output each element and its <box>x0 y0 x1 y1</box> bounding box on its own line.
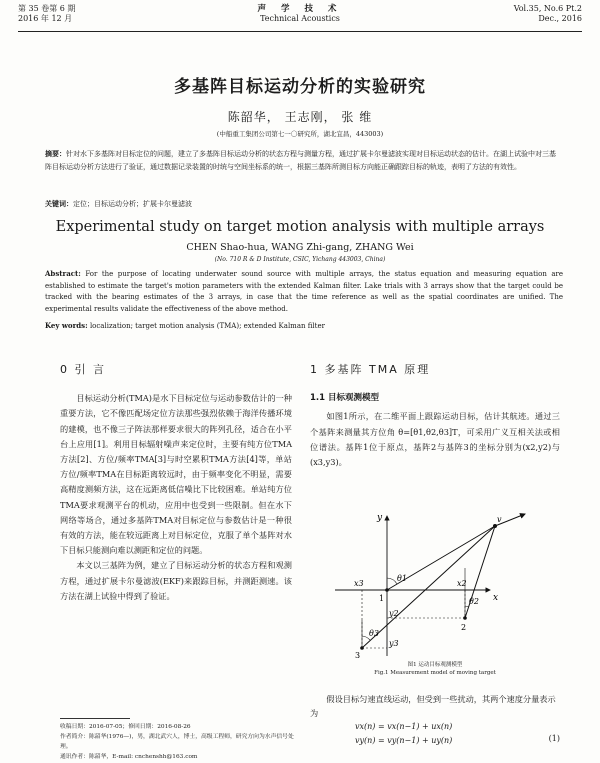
footnotes <box>60 722 300 762</box>
keywords-en-label: Key words: <box>45 321 88 330</box>
label-theta1: θ1 <box>397 574 407 583</box>
abstract-en <box>45 268 563 315</box>
affiliation-cn: (中船重工集团公司第七一〇研究所，湖北宜昌，443003) <box>216 130 384 138</box>
figure-1-caption-en: Fig.1 Measurement model of moving target <box>374 669 496 676</box>
figure-1-caption <box>310 662 560 677</box>
label-x-axis: x <box>493 593 499 603</box>
array-3-node <box>360 646 364 650</box>
abstract-cn-label: 摘要： <box>45 149 66 158</box>
right-column <box>310 362 560 470</box>
keywords-en-text: localization; target motion analysis (TMA); extended Kalman filter <box>89 322 325 330</box>
authors-cn: 陈韶华， 王志刚， 张 维 <box>227 110 373 124</box>
running-header <box>18 4 582 32</box>
section-0-heading: 0 引 言 <box>60 363 106 376</box>
abstract-en-label: Abstract: <box>45 269 81 278</box>
keywords-cn-label: 关键词： <box>45 199 73 208</box>
subsection-1-1-heading: 1.1 目标观测模型 <box>310 393 380 404</box>
label-theta3: θ3 <box>369 629 379 638</box>
keywords-cn <box>45 199 560 209</box>
section-0-paragraph-1: 目标运动分析(TMA)是水下目标定位与运动参数估计的一种重要方法，它不像匹配场定位方法那些强烈依赖于海洋传播环境的建模，也不像三子阵法那样要求很大的阵列孔径，适合在小平台上应用[1]。利用目标辐射噪声来定位时，主要有纯方位TMA方法[2]、方位/频率TMA[3]与时空累积TMA方法[4]等，单站方位/频率TMA在目标距离较远时，由于频率变化不明显，需要高精度测频方法，这在远距离低信噪比下比较困难。单站纯方位TMA要求观测平台的机动，应用中也受到一些限制。但在水下网络等场合，通过多基阵TMA对目标定位与参数估计是一种很有效的方法，能在较远距离上对目标定位，克服了单个基阵对水下目标只能测向难以测距和定位的问题。 <box>60 393 292 556</box>
abstract-en-text: For the purpose of locating underwater sound source with multiple arrays, the status equation and measuring equation are established to estimate the target's motion parameters with the extended Kalman filter. Lake trials with 3 arrays show that the target could be tracked with the bearing estimates of the 3 arrays, in case that the time reference as well as the spatial coordinates are unified. The experimental results validate the effectiveness of the above method. <box>45 270 563 313</box>
journal-name-cn: 声 学 技 术 <box>257 4 343 14</box>
header-volume: 第 35 卷第 6 期 <box>18 4 76 13</box>
affiliation-en: (No. 710 R & D Institute, CSIC, Yichang 443003, China) <box>214 256 386 263</box>
header-date-en: Dec., 2016 <box>538 14 582 23</box>
figure-1-diagram <box>325 508 550 660</box>
footnote-rule <box>60 718 130 719</box>
header-right <box>514 4 582 24</box>
label-array-2: 2 <box>461 623 467 632</box>
abstract-cn <box>45 148 560 173</box>
equation-1-number: (1) <box>548 734 560 743</box>
label-origin: 1 <box>379 594 385 603</box>
authors-en: CHEN Shao-hua, WANG Zhi-gang, ZHANG Wei <box>186 242 414 253</box>
section-0-paragraph-2: 本文以三基阵为例，建立了目标运动分析的状态方程和观测方程，通过扩展卡尔曼滤波(EKF)来跟踪目标，并测距测速。该方法在湖上试验中得到了验证。 <box>60 560 292 601</box>
footnote-received: 收稿日期：2016-07-05；修回日期：2016-08-26 <box>60 724 191 730</box>
header-center <box>18 4 582 24</box>
equation-1 <box>355 720 555 748</box>
footnote-author: 作者简介：陈韶华(1976—)，男，湖北武穴人，博士，高级工程师，研究方向为水声信号处理。 <box>60 734 294 750</box>
abstract-cn-text: 针对水下多基阵对目标定位的问题，建立了多基阵目标运动分析的状态方程与测量方程，通过扩展卡尔曼滤波实现对目标运动状态的估计。在湖上试验中对三基阵目标运动分析方法进行了验证，通过数据记录装置的时统与空间坐标系的统一，根据三基阵所测目标方向能正确跟踪目标的轨迹，表明了方法的有效性。 <box>45 150 556 171</box>
paper-title-cn: 多基阵目标运动分析的实验研究 <box>174 77 426 97</box>
section-1-heading: 1 多基阵 TMA 原理 <box>310 363 431 376</box>
equation-1-line-1: vx(n) = vx(n−1) + ux(n) <box>355 722 453 731</box>
label-x2: x2 <box>457 579 467 588</box>
array-2-node <box>463 616 467 620</box>
array-1-node <box>385 588 389 592</box>
theta1-arc <box>387 578 397 584</box>
label-velocity: v <box>497 515 502 524</box>
paper-title-en: Experimental study on target motion analysis with multiple arrays <box>55 219 545 235</box>
header-rule <box>18 31 582 32</box>
section-1-paragraph-1: 如图1所示，在二维平面上跟踪运动目标，估计其航迹。通过三个基阵来测量其方位角 θ=[θ1,θ2,θ3]T，可采用广义互相关法或相位谱法。基阵1位于原点，基阵2与基阵3的坐标分别为(x2,y2)与(x3,y3)。 <box>310 411 560 468</box>
label-y3: y3 <box>389 639 399 648</box>
label-y-axis: y <box>377 513 383 523</box>
section-1-paragraph-2: 假设目标匀速直线运动，但受到一些扰动，其两个速度分量表示为 <box>310 694 556 718</box>
header-volume-en: Vol.35, No.6 Pt.2 <box>513 4 582 13</box>
equation-1-line-2: vy(n) = vy(n−1) + uy(n) <box>355 736 453 745</box>
label-theta2: θ2 <box>469 597 479 606</box>
keywords-en <box>45 321 563 330</box>
header-date: 2016 年 12 月 <box>18 14 73 23</box>
label-array-3: 3 <box>355 651 361 660</box>
keywords-cn-text: 定位；目标运动分析；扩展卡尔曼滤波 <box>73 200 192 208</box>
label-x3: x3 <box>354 579 364 588</box>
figure-1-caption-cn: 图1 运动目标观测模型 <box>407 662 463 668</box>
label-y2: y2 <box>389 609 399 618</box>
journal-name-en: Technical Acoustics <box>260 14 340 23</box>
left-column <box>60 362 292 604</box>
footnote-contact: 通讯作者：陈韶华，E-mail: cnchenshh@163.com <box>60 754 198 760</box>
